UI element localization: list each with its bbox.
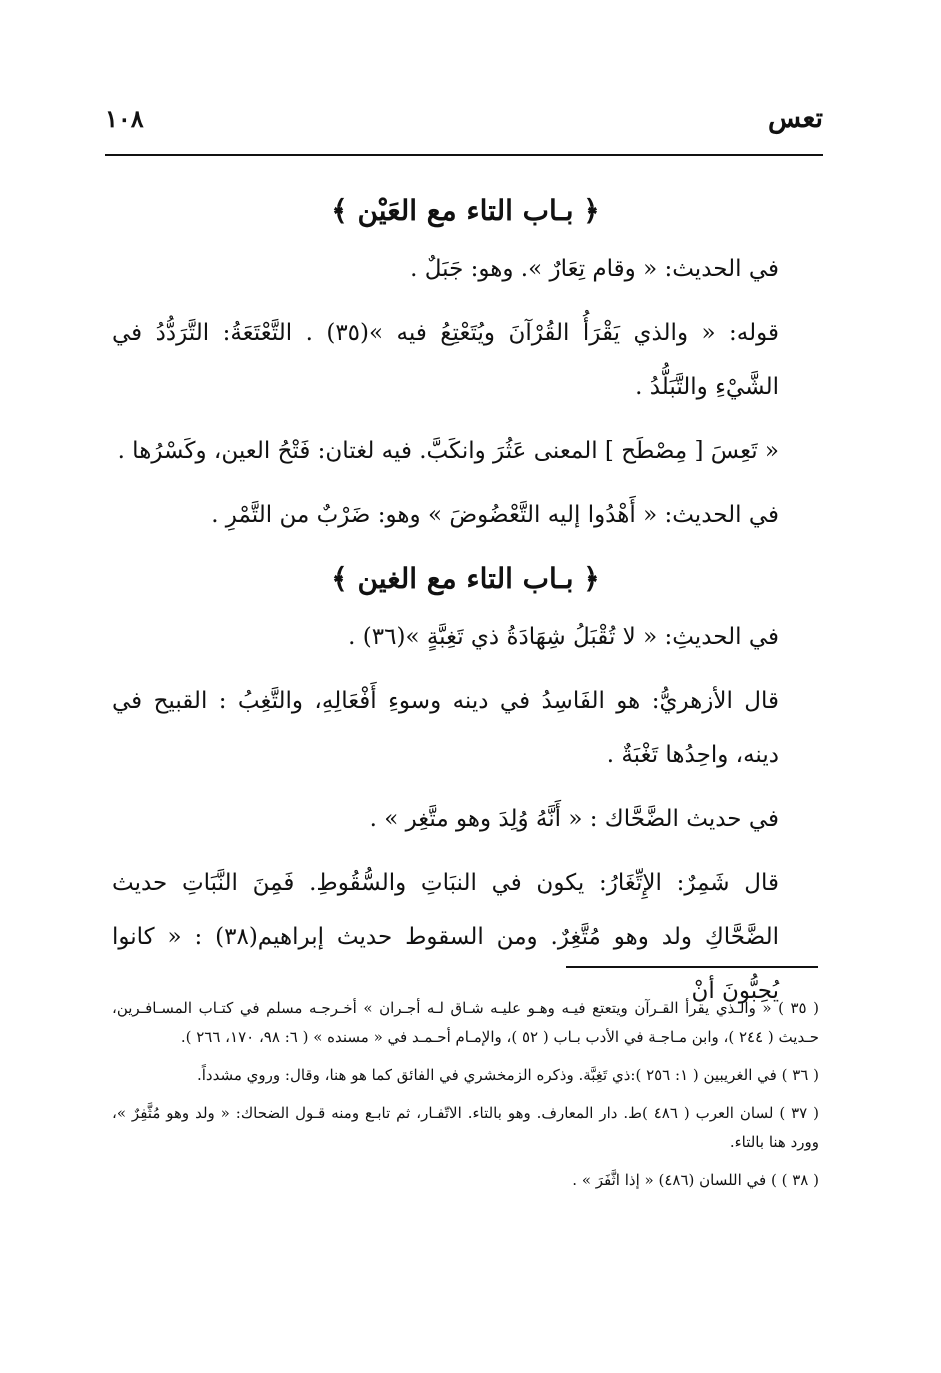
head-word: تعس	[768, 102, 823, 134]
chapter-title-ghain: ﴿ بـاب التاء مع الغين ﴾	[331, 562, 600, 595]
paragraph-6: قال الأزهريُّ: هو الفَاسِدُ في دينه وسوءِ أَفْعَالِهِ، والتَّغِبُ : القبيح في دينه، واحِدُها تَغْبَةٌ .	[112, 688, 779, 768]
footnote-36: ( ٣٦ ) في الغريبين ( ١: ٢٥٦ ):ذي تَغِبَّة. وذكره الزمخشري في الفائق كما هو هنا، وقال: وروي مشدداً.	[196, 1066, 819, 1084]
paragraph-7: في حديث الضَّحَّاك : « أَنَّهُ وُلِدَ وهو متَّغِر » .	[369, 806, 779, 832]
header-rule	[105, 154, 823, 156]
footnote-35: ( ٣٥ ) « والـذي يقرأ القـرآن ويتعتع فيـه وهـو عليـه شـاق لـه أجـران » أخـرجـه مسلم في كتـاب المسـافـرين، حـديث ( ٢٤٤ )، وابن مـاجـة في الأدب بـاب ( ٥٢ )، والإمـام أحـمـد في « مسنده » ( ٦: ٩٨، ١٧٠، ٢٦٦ ).	[112, 999, 819, 1046]
chapter-title-ain: ﴿ بـاب التاء مع العَيْن ﴾	[331, 194, 600, 227]
paragraph-5: في الحديثِ: « لا تُقْبَلُ شِهَادَةُ ذي تَغِبَّةٍ »(٣٦) .	[348, 624, 779, 650]
page-number: ١٠٨	[105, 103, 144, 133]
running-header	[105, 98, 823, 138]
footnote-37: ( ٣٧ ) لسان العرب ( ٤٨٦ )ط. دار المعارف. وهو بالتاء. الاتّفـار، ثم تابـع ومنه قـول الضحاك: « ولد وهو مُثَّفِرٌ »، وورد هنا بالتاء.	[112, 1104, 819, 1151]
footnotes	[112, 994, 819, 1204]
paragraph-4: في الحديث: « أَهْدُوا إليه التَّعْضُوضَ » وهو: ضَرْبٌ من التَّمْرِ .	[211, 502, 779, 528]
paragraph-1: في الحديث: « وقام تِعَارٌ ». وهو: جَبَلٌ .	[410, 256, 779, 282]
footnote-rule	[566, 966, 818, 968]
main-text	[112, 180, 819, 1028]
paragraph-3: « تَعِسَ [ مِصْطَح ] المعنى عَثُرَ وانكَبَّ. فيه لغتان: فَتْحُ العين، وكَسْرُها .	[117, 438, 779, 464]
footnote-38: ( ٣٨ ) ) في اللسان (٤٨٦) « إذا اثَّفَرَ » .	[572, 1171, 819, 1189]
paragraph-8: قال شَمِرٌ: الإِتِّغَارُ: يكون في النبَاتِ والسُّقُوطِ. فَمِنَ النَّبَاتِ حديث الضَّحَّاكِ ولد وهو مُتَّغِرٌ. ومن السقوط حديث إبراهيم(٣٨) : « كانوا يُحِبُّونَ أنْ	[112, 870, 779, 1004]
paragraph-2: قوله: « والذي يَقْرَأُ القُرْآنَ ويُتَعْتِعُ فيه »(٣٥) . التَّعْتَعَةُ: التَّرَدُّدُ في الشَّيْءِ والتَّبَلُّدُ .	[112, 320, 779, 400]
